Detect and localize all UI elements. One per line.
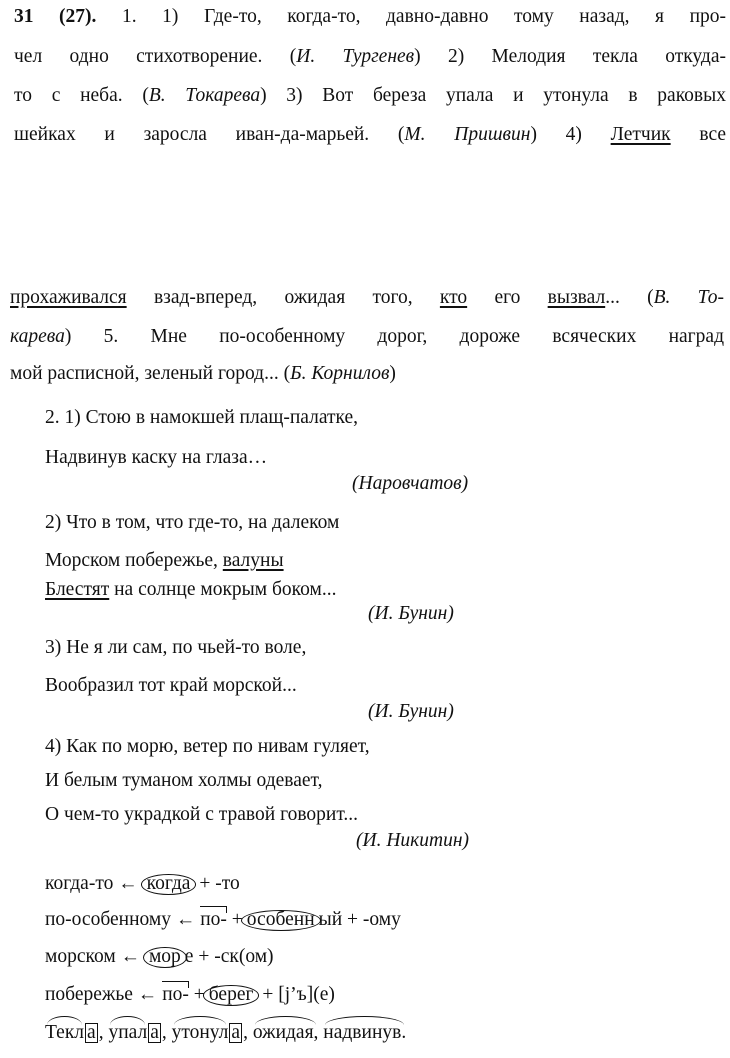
- sentence-text: взад-вперед, ожидая того,: [153, 287, 413, 308]
- author-name: Б. Корнилов: [290, 363, 390, 384]
- paragraph-line-3: [14, 84, 726, 108]
- stem-text: Текл: [45, 1022, 85, 1043]
- analysis-row-3: [45, 945, 274, 969]
- root-marker: берег: [205, 984, 258, 1005]
- section-marker: 2.: [45, 407, 60, 428]
- root-marker: особенн: [243, 909, 319, 930]
- exercise-marker: 1. 1): [121, 6, 179, 27]
- sentence-text: ) 4): [530, 124, 582, 145]
- subject-word: валуны: [222, 550, 284, 571]
- verse-text: Вообразил тот край морской...: [45, 675, 297, 696]
- task-number: 31 (27).: [14, 6, 97, 27]
- poem-4-line-1: [45, 735, 370, 759]
- prefix-marker: по-: [162, 984, 189, 1005]
- predicate-word: Блестят: [45, 579, 110, 600]
- plus-sign: +: [231, 909, 243, 930]
- verse-text: Морском побережье,: [45, 550, 218, 571]
- poem-3-line-2: [45, 674, 297, 698]
- paragraph-line-2: [14, 45, 726, 69]
- poem-3-author: (И. Бунин): [368, 701, 454, 722]
- stem-text: утонул: [171, 1022, 229, 1043]
- analysis-word: морском ←: [45, 946, 141, 967]
- analysis-word: по-особенному ←: [45, 909, 196, 930]
- poem-1-line-1: [45, 406, 358, 430]
- poem-2-line-1: [45, 511, 339, 535]
- predicate-word: вызвал: [547, 287, 606, 308]
- paragraph-line-1: [14, 5, 726, 29]
- sentence-text: чел одно стихотворение. (: [14, 46, 297, 67]
- verse-text: 3) Не я ли сам, по чьей-то воле,: [45, 637, 307, 658]
- separator: ,: [98, 1022, 104, 1043]
- sentence-text: то с неба. (: [14, 85, 149, 106]
- separator: ,: [161, 1022, 167, 1043]
- poem-4-author: (И. Никитин): [356, 830, 470, 851]
- verse-text: Надвинув каску на глаза…: [45, 447, 268, 468]
- analysis-row-1: [45, 872, 240, 896]
- stem-text: упал: [108, 1022, 148, 1043]
- sentence-text: его: [494, 287, 521, 308]
- author-name: карева: [10, 326, 65, 347]
- author-name: В. То-: [653, 287, 725, 308]
- verse-text: 4) Как по морю, ветер по нивам гуляет,: [45, 736, 370, 757]
- poem-2-line-3: [45, 578, 336, 602]
- poem-1-line-2: [45, 446, 267, 470]
- verse-text: 1) Стою в намокшей плащ-палатке,: [64, 407, 359, 428]
- root-marker: мор: [145, 946, 185, 967]
- separator: ,: [243, 1022, 248, 1043]
- subject-word: Летчик: [610, 124, 671, 145]
- prefix-marker: по-: [200, 909, 227, 930]
- sentence-text: ): [389, 363, 396, 384]
- verse-text: 2) Что в том, что где-то, на далеком: [45, 512, 340, 533]
- sentence-text: шейках и заросла иван-да-марьей. (: [14, 124, 405, 145]
- analysis-word: побережье ←: [45, 984, 158, 1005]
- poem-2-line-2: [45, 549, 284, 573]
- plus-sign: +: [193, 984, 205, 1005]
- subject-word: кто: [439, 287, 468, 308]
- paragraph-line-5: [10, 286, 724, 310]
- predicate-word: прохаживался: [10, 287, 127, 308]
- paragraph-line-6: [10, 325, 724, 349]
- verse-text: И белым туманом холмы одевает,: [45, 770, 323, 791]
- verse-text: О чем-то украдкой с травой говорит...: [45, 804, 359, 825]
- verse-text: на солнце мокрым боком...: [114, 579, 337, 600]
- analysis-row-4: [45, 983, 335, 1007]
- author-name: И. Тургенев: [296, 46, 415, 67]
- analysis-row-2: [45, 908, 401, 932]
- paragraph-line-7: [10, 362, 396, 386]
- root-marker: когда: [143, 873, 195, 894]
- sentence-text: Где-то, когда-то, давно-давно тому назад, я про-: [203, 6, 727, 27]
- sentence-text: ) 2) Мелодия текла откуда-: [414, 46, 727, 67]
- poem-4-line-3: [45, 803, 358, 827]
- poem-4-line-2: [45, 769, 322, 793]
- analysis-row-5: [45, 1021, 406, 1045]
- analysis-rest: ый + -ому: [318, 909, 401, 930]
- ending-box: а: [150, 1022, 159, 1043]
- author-name: М. Пришвин: [404, 124, 531, 145]
- ending-box: а: [231, 1022, 241, 1043]
- sentence-text: ) 3) Вот береза упала и утонула в раковых: [260, 85, 726, 106]
- sentence-text: мой расписной, зеленый город... (: [10, 363, 291, 384]
- ending-box: а: [87, 1022, 96, 1043]
- analysis-word: когда-то ←: [45, 873, 138, 894]
- sentence-text: ) 5. Мне по-особенному дорог, дороже всяческих наград: [64, 326, 724, 347]
- sentence-text: все: [699, 124, 727, 145]
- paragraph-line-4: [14, 123, 726, 147]
- analysis-rest: + -то: [199, 873, 240, 894]
- analysis-rest: + [j’ъ](е): [262, 984, 335, 1005]
- stem-text: ожидая,: [252, 1022, 319, 1043]
- sentence-text: ... (: [605, 287, 654, 308]
- stem-text: надвинув.: [323, 1022, 407, 1043]
- poem-3-line-1: [45, 636, 306, 660]
- author-name: В. Токарева: [148, 85, 261, 106]
- analysis-rest: е + -ск(ом): [184, 946, 274, 967]
- poem-2-author: (И. Бунин): [368, 603, 454, 624]
- poem-1-author: (Наровчатов): [352, 473, 469, 494]
